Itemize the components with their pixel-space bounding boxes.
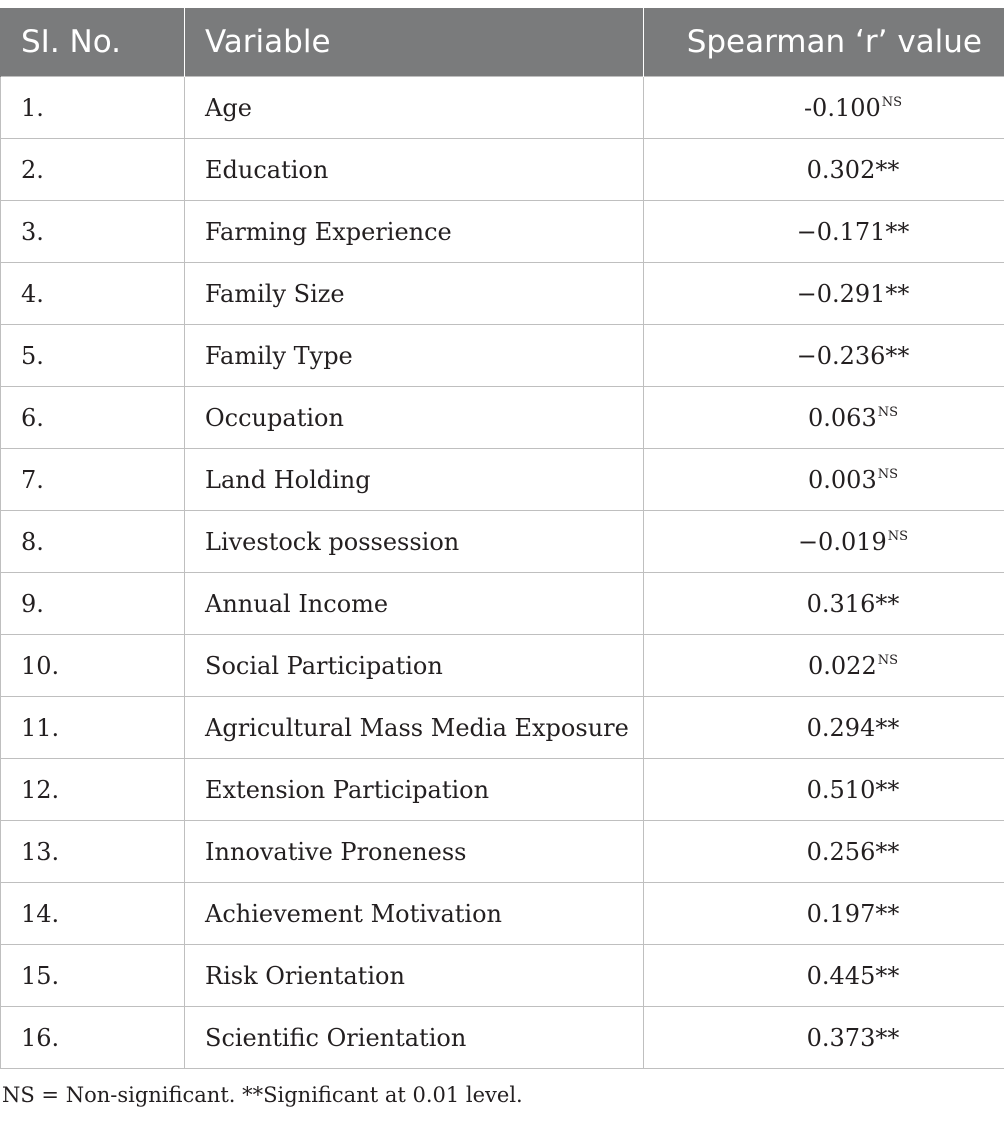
spearman-value-cell bbox=[644, 1007, 1004, 1069]
spearman-value: 0.316** bbox=[806, 589, 900, 618]
spearman-value-cell bbox=[644, 635, 1004, 697]
spearman-value: −0.291** bbox=[796, 279, 910, 308]
serial-number-cell: 9. bbox=[1, 573, 185, 635]
variable-cell: Livestock possession bbox=[185, 511, 644, 573]
spearman-value-cell bbox=[644, 945, 1004, 1007]
significance-marker: NS bbox=[887, 528, 909, 544]
variable-cell: Achievement Motivation bbox=[185, 883, 644, 945]
spearman-value: 0.302** bbox=[806, 155, 900, 184]
spearman-value-cell bbox=[644, 201, 1004, 263]
header-spearman-r-value: Spearman ‘r’ value bbox=[644, 8, 1004, 77]
variable-cell: Risk Orientation bbox=[185, 945, 644, 1007]
header-serial-number: SI. No. bbox=[1, 8, 185, 77]
spearman-value-cell bbox=[644, 759, 1004, 821]
table-row bbox=[1, 325, 1004, 387]
table-row bbox=[1, 635, 1004, 697]
spearman-value-cell bbox=[644, 263, 1004, 325]
serial-number-cell: 13. bbox=[1, 821, 185, 883]
variable-cell: Land Holding bbox=[185, 449, 644, 511]
spearman-value: 0.256** bbox=[806, 837, 900, 866]
spearman-value: 0.373** bbox=[806, 1023, 900, 1052]
table-row bbox=[1, 697, 1004, 759]
spearman-value: −0.171** bbox=[796, 217, 910, 246]
serial-number-cell: 15. bbox=[1, 945, 185, 1007]
serial-number-cell: 7. bbox=[1, 449, 185, 511]
spearman-value-cell bbox=[644, 821, 1004, 883]
serial-number-cell: 12. bbox=[1, 759, 185, 821]
spearman-value-cell bbox=[644, 573, 1004, 635]
table-row bbox=[1, 263, 1004, 325]
spearman-value-cell bbox=[644, 325, 1004, 387]
spearman-value: 0.510** bbox=[806, 775, 900, 804]
header-row bbox=[1, 8, 1004, 77]
correlation-table-container bbox=[0, 8, 1004, 1069]
spearman-value-cell bbox=[644, 387, 1004, 449]
table-row bbox=[1, 883, 1004, 945]
significance-marker: NS bbox=[877, 404, 898, 420]
spearman-value-cell bbox=[644, 883, 1004, 945]
table-row bbox=[1, 449, 1004, 511]
table-body bbox=[1, 77, 1004, 1069]
serial-number-cell: 14. bbox=[1, 883, 185, 945]
table-row bbox=[1, 139, 1004, 201]
serial-number-cell: 4. bbox=[1, 263, 185, 325]
table-row bbox=[1, 77, 1004, 139]
spearman-value-cell bbox=[644, 77, 1004, 139]
serial-number-cell: 16. bbox=[1, 1007, 185, 1069]
spearman-value: 0.445** bbox=[806, 961, 900, 990]
variable-cell: Occupation bbox=[185, 387, 644, 449]
spearman-value-cell bbox=[644, 697, 1004, 759]
variable-cell: Family Size bbox=[185, 263, 644, 325]
serial-number-cell: 5. bbox=[1, 325, 185, 387]
significance-marker: NS bbox=[877, 652, 898, 668]
spearman-value-cell bbox=[644, 511, 1004, 573]
variable-cell: Education bbox=[185, 139, 644, 201]
table-row bbox=[1, 201, 1004, 263]
table-row bbox=[1, 387, 1004, 449]
table-row bbox=[1, 1007, 1004, 1069]
variable-cell: Agricultural Mass Media Exposure bbox=[185, 697, 644, 759]
serial-number-cell: 1. bbox=[1, 77, 185, 139]
spearman-value: 0.063 bbox=[808, 403, 877, 432]
variable-cell: Farming Experience bbox=[185, 201, 644, 263]
spearman-value: −0.019 bbox=[797, 527, 887, 556]
serial-number-cell: 10. bbox=[1, 635, 185, 697]
variable-cell: Family Type bbox=[185, 325, 644, 387]
spearman-value-cell bbox=[644, 449, 1004, 511]
serial-number-cell: 8. bbox=[1, 511, 185, 573]
variable-cell: Annual Income bbox=[185, 573, 644, 635]
spearman-value-cell bbox=[644, 139, 1004, 201]
spearman-value: 0.294** bbox=[806, 713, 900, 742]
spearman-value: 0.003 bbox=[808, 465, 877, 494]
serial-number-cell: 3. bbox=[1, 201, 185, 263]
significance-marker: NS bbox=[881, 94, 903, 110]
significance-marker: NS bbox=[877, 466, 898, 482]
header-variable: Variable bbox=[185, 8, 644, 77]
table-row bbox=[1, 573, 1004, 635]
spearman-value: 0.197** bbox=[806, 899, 900, 928]
table-row bbox=[1, 511, 1004, 573]
spearman-value: 0.022 bbox=[808, 651, 877, 680]
table-footnote: NS = Non-significant. **Significant at 0.01 level. bbox=[2, 1083, 523, 1107]
serial-number-cell: 6. bbox=[1, 387, 185, 449]
table-row bbox=[1, 759, 1004, 821]
variable-cell: Social Participation bbox=[185, 635, 644, 697]
table-header bbox=[1, 8, 1004, 77]
variable-cell: Innovative Proneness bbox=[185, 821, 644, 883]
spearman-value: −0.236** bbox=[796, 341, 910, 370]
spearman-value: -0.100 bbox=[803, 93, 881, 122]
variable-cell: Extension Participation bbox=[185, 759, 644, 821]
serial-number-cell: 11. bbox=[1, 697, 185, 759]
table-row bbox=[1, 945, 1004, 1007]
correlation-table bbox=[0, 8, 1004, 1069]
table-row bbox=[1, 821, 1004, 883]
variable-cell: Scientific Orientation bbox=[185, 1007, 644, 1069]
variable-cell: Age bbox=[185, 77, 644, 139]
serial-number-cell: 2. bbox=[1, 139, 185, 201]
